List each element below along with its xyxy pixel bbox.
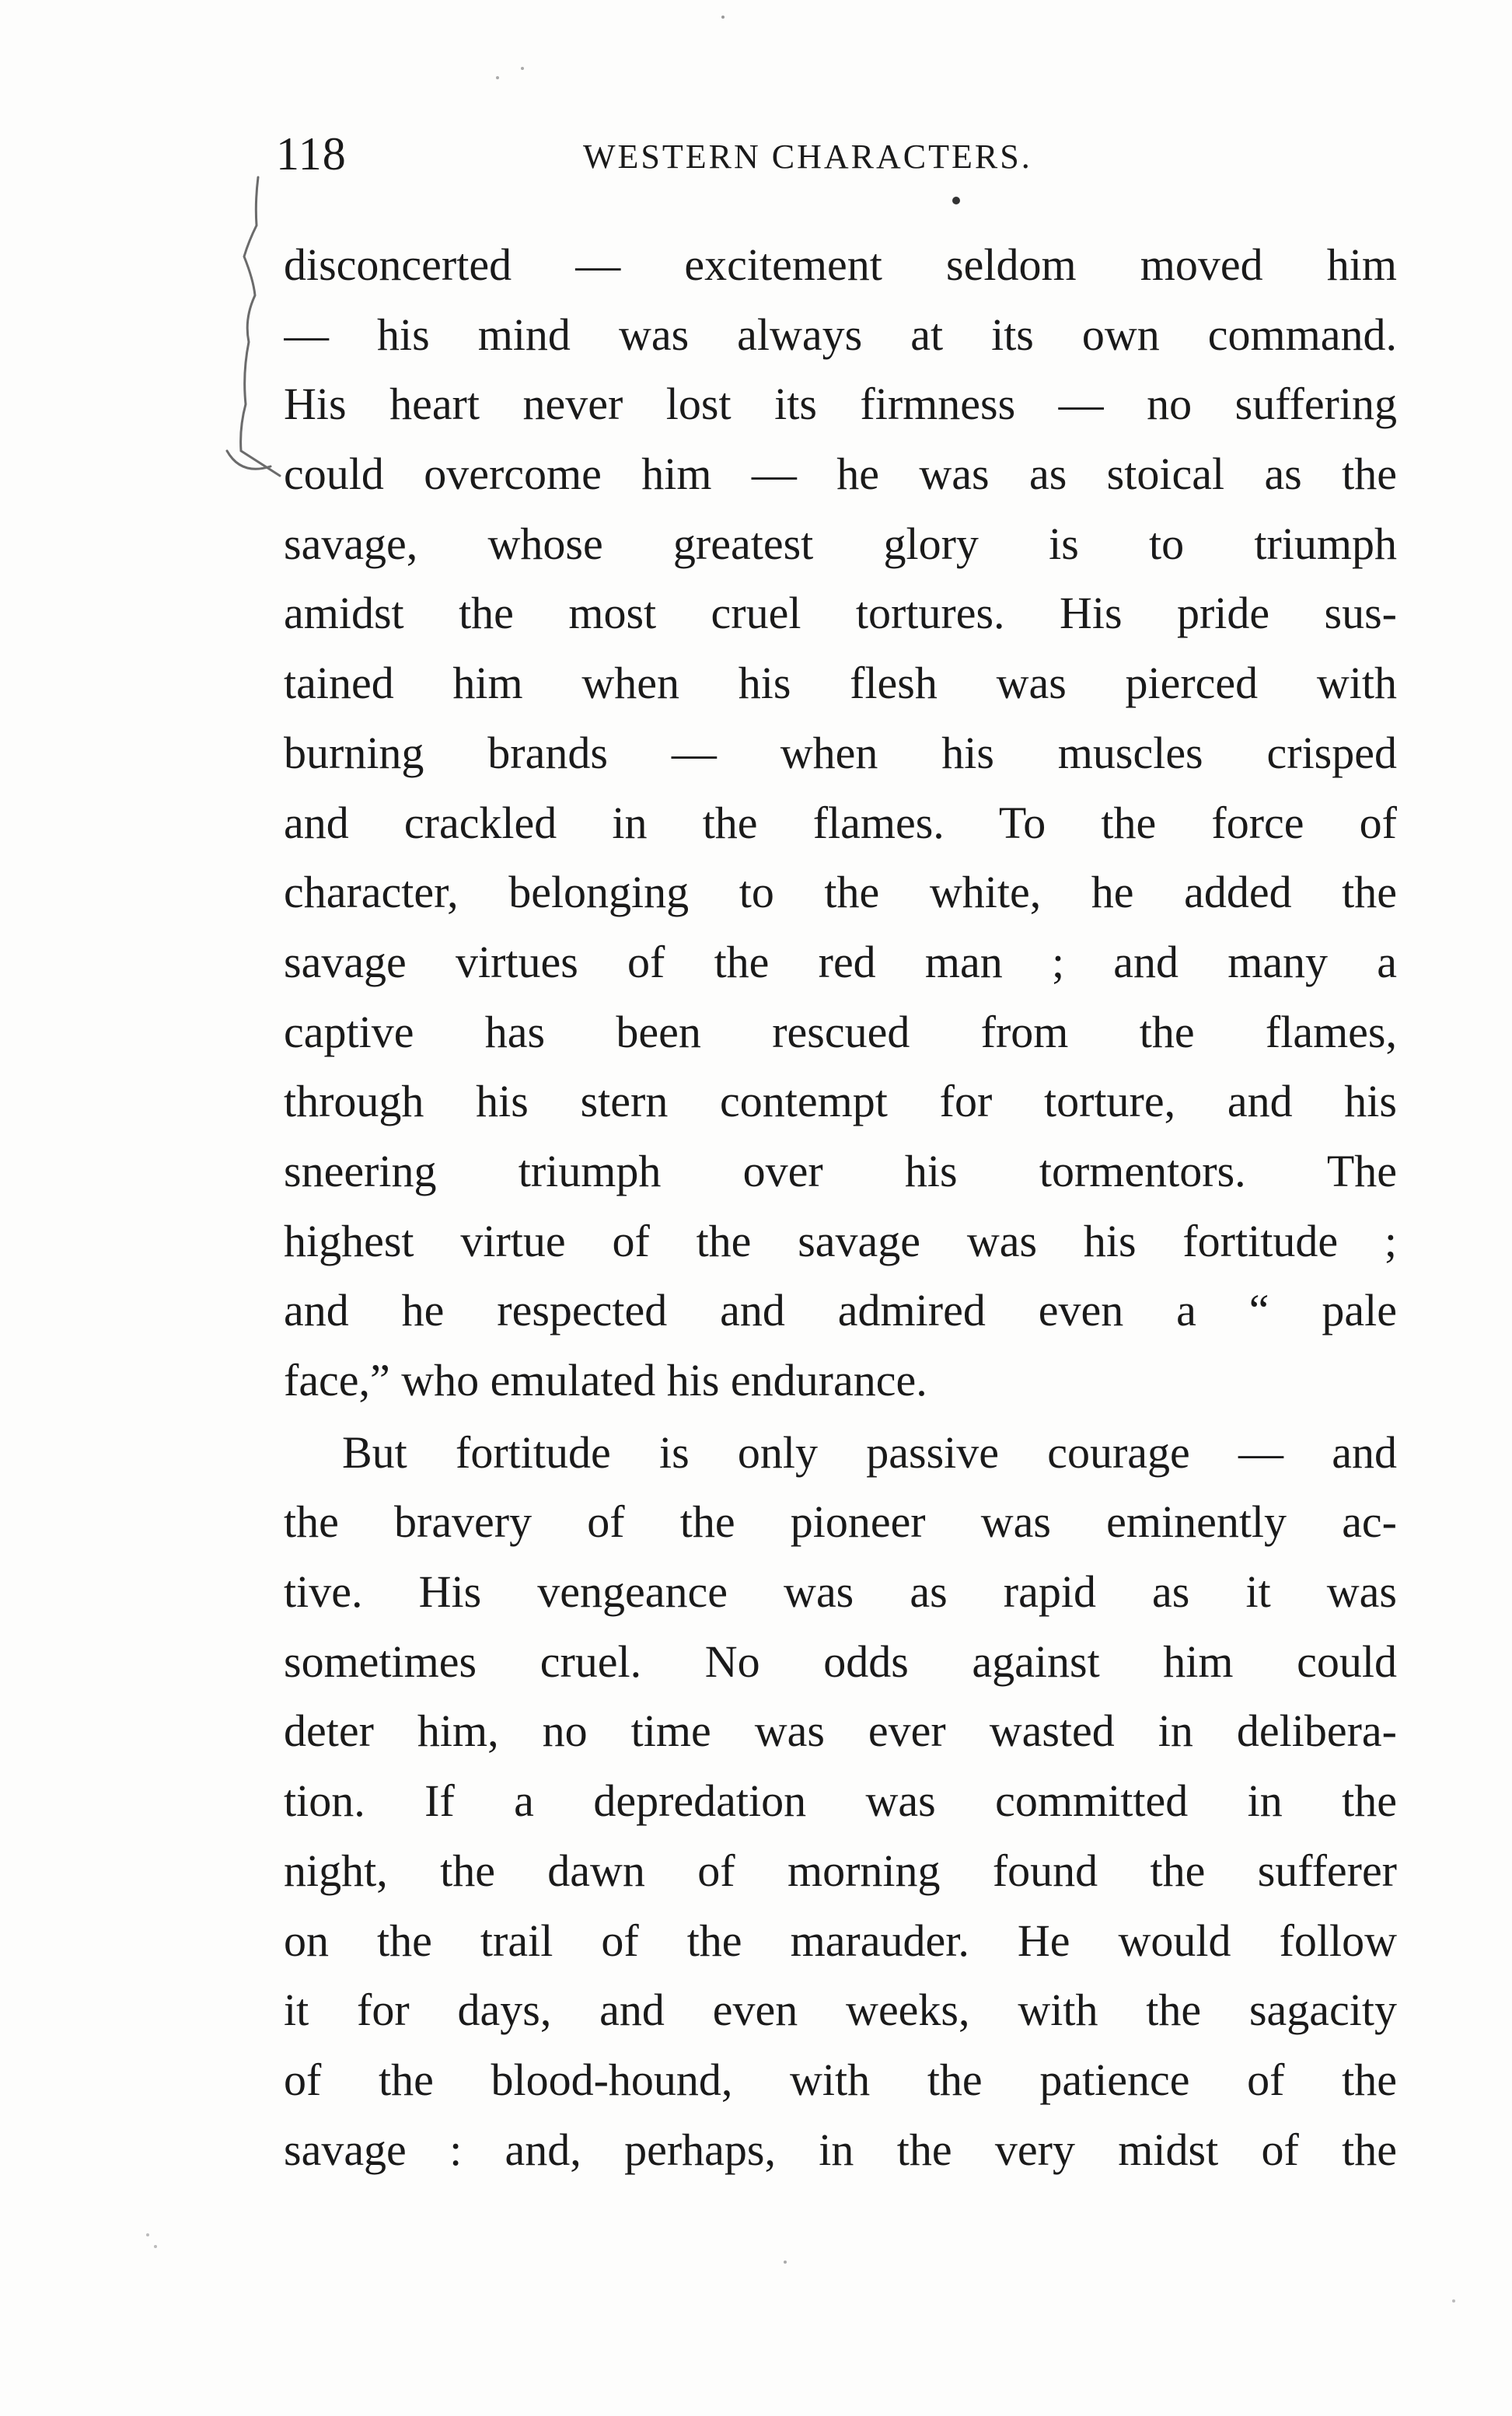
text-line: tained him when his flesh was pierced with: [284, 658, 1397, 709]
text-line: character, belonging to the white, he added the: [284, 867, 1397, 918]
text-line: But fortitude is only passive courage — and: [342, 1426, 1397, 1478]
text-line: it for days, and even weeks, with the sagacity: [284, 1985, 1397, 2036]
text-line: savage, whose greatest glory is to triumph: [284, 518, 1397, 569]
text-line: through his stern contempt for torture, and his: [284, 1076, 1397, 1127]
page-header: [276, 123, 1403, 185]
text-line: of the blood-hound, with the patience of the: [284, 2054, 1397, 2105]
text-line: night, the dawn of morning found the sufferer: [284, 1845, 1397, 1896]
text-line: tion. If a depredation was committed in the: [284, 1775, 1397, 1827]
body-text: [284, 230, 1397, 2184]
text-line: savage virtues of the red man ; and many a: [284, 936, 1397, 987]
text-line: the bravery of the pioneer was eminently ac-: [284, 1496, 1397, 1548]
running-head: WESTERN CHARACTERS.: [583, 138, 1032, 176]
paragraph-2: [284, 1418, 1397, 2185]
text-line: burning brands — when his muscles crisped: [284, 727, 1397, 778]
text-line: sneering triumph over his tormentors. The: [284, 1145, 1397, 1196]
text-line: and crackled in the flames. To the force of: [284, 797, 1397, 848]
text-line: tive. His vengeance was as rapid as it was: [284, 1566, 1397, 1618]
page-number: 118: [276, 128, 347, 180]
text-line: amidst the most cruel tortures. His pride sus-: [284, 588, 1397, 639]
text-line: captive has been rescued from the flames,: [284, 1006, 1397, 1057]
text-line: face,” who emulated his endurance.: [284, 1355, 927, 1405]
text-line: — his mind was always at its own command.: [284, 309, 1397, 360]
text-line: could overcome him — he was as stoical as the: [284, 449, 1397, 500]
text-line: savage : and, perhaps, in the very midst of the: [284, 2124, 1397, 2175]
text-line: His heart never lost its firmness — no suffering: [284, 379, 1397, 430]
text-line: and he respected and admired even a “ pale: [284, 1285, 1397, 1336]
text-line: sometimes cruel. No odds against him could: [284, 1636, 1397, 1687]
paragraph-1: [284, 230, 1397, 1416]
text-line: on the trail of the marauder. He would follow: [284, 1915, 1397, 1966]
text-line: disconcerted — excitement seldom moved him: [284, 239, 1397, 290]
text-line: highest virtue of the savage was his fortitude ;: [284, 1215, 1397, 1266]
text-line: deter him, no time was ever wasted in delibera-: [284, 1706, 1397, 1757]
